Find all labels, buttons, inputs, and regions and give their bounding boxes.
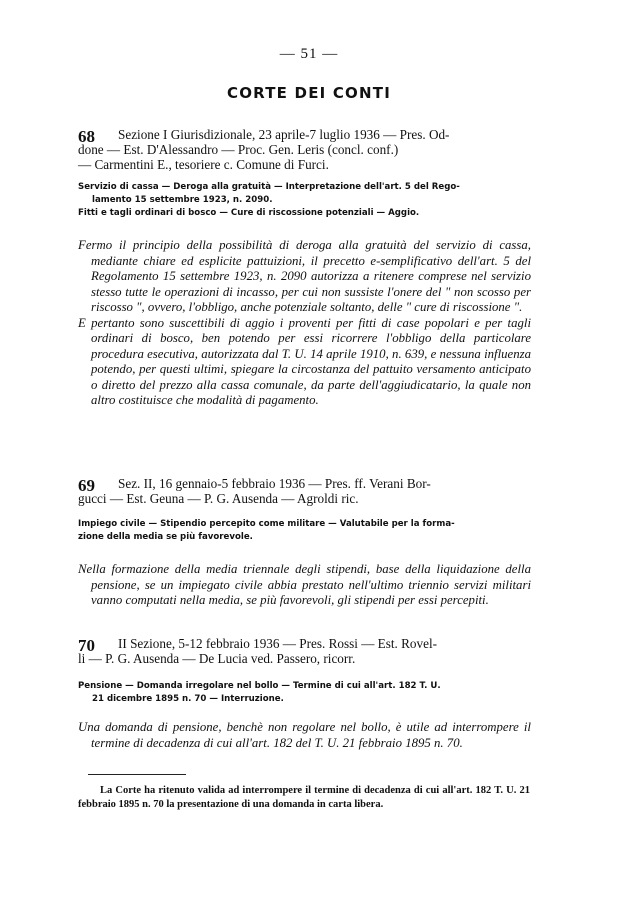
body-paragraph: Una domanda di pensione, benchè non regolare nel bollo, è utile ad interrompere il termine di decadenza di cui all'art. 182 del T. U. 21 febbraio 1895 n. 70. — [78, 720, 531, 750]
summary-line: Fitti e tagli ordinari di bosco — Cure di riscossione potenziali — Aggio. — [78, 208, 420, 218]
summary-line: Impiego civile — Stipendio percepito come militare — Valutabile per la forma- — [78, 519, 455, 529]
entry-number: 68 — [78, 127, 95, 146]
header-line: Sez. II, 16 gennaio-5 febbraio 1936 — Pres. ff. Verani Bor- — [118, 476, 431, 491]
entry-68-summary — [78, 181, 533, 220]
page-number: — 51 — — [279, 46, 339, 62]
header-line: Sezione I Giurisdizionale, 23 aprile-7 luglio 1936 — Pres. Od- — [118, 127, 450, 142]
entry-70-body — [78, 720, 531, 751]
footnote-text: La Corte ha ritenuto valida ad interrompere il termine di decadenza di cui all'art. 182 T. U. 21 febbraio 1895 n. 70 la presentazione di una domanda in carta libera. — [78, 785, 530, 810]
entry-68-body — [78, 238, 531, 409]
entry-70-summary — [78, 680, 533, 706]
body-paragraph: Fermo il principio della possibilità di deroga alla gratuità del servizio di cassa, mediante chiare ed esplicite pattuizioni, il precetto e-semplificativo dell'art. 5 del Regolamento 15 settembre 1923, n. 2090 autorizza a ritenere comprese nel servizio stesso tutte le operazioni di incasso, per cui non sussiste l'onere del " non scosso per riscosso ", ovvero, l'obbligo, anche potenziale soltanto, delle " cure di riscossione ". — [78, 238, 531, 314]
header-line: done — Est. D'Alessandro — Proc. Gen. Leris (concl. conf.) — [78, 142, 399, 157]
body-paragraph: E pertanto sono suscettibili di aggio i proventi per fitti di case popolari e per tagli ordinari di bosco, ben potendo per essi ricorrere l'obbligo della particolare procedura esecutiva, autorizzata dal T. U. 14 aprile 1910, n. 639, e nessuna influenza potendo, per questi ultimi, spiegare la circostanza del pattuito versamento anticipato o diretto del prezzo alla cassa comunale, da parte dell'aggiudicatario, la quale non altro costituisce che modalità di pagamento. — [78, 315, 531, 407]
footnote-divider — [88, 774, 186, 775]
summary-line: Servizio di cassa — Deroga alla gratuità — Interpretazione dell'art. 5 del Rego- — [78, 182, 460, 192]
footnote — [78, 784, 530, 812]
entry-number: 70 — [78, 636, 95, 655]
summary-line: 21 dicembre 1895 n. 70 — Interruzione. — [92, 694, 284, 704]
entry-69-heading — [78, 476, 528, 506]
entry-70-heading — [78, 636, 528, 666]
page-title: CORTE DEI CONTI — [227, 84, 391, 102]
header-line: gucci — Est. Geuna — P. G. Ausenda — Agroldi ric. — [78, 491, 359, 506]
header-line: — Carmentini E., tesoriere c. Comune di Furci. — [78, 157, 329, 172]
entry-number: 69 — [78, 476, 95, 495]
header-line: li — P. G. Ausenda — De Lucia ved. Passero, ricorr. — [78, 651, 356, 666]
summary-line: zione della media se più favorevole. — [78, 532, 253, 542]
summary-line: lamento 15 settembre 1923, n. 2090. — [92, 195, 273, 205]
entry-69-summary — [78, 518, 533, 544]
header-line: II Sezione, 5-12 febbraio 1936 — Pres. Rossi — Est. Rovel- — [118, 636, 438, 651]
body-paragraph: Nella formazione della media triennale degli stipendi, base della liquidazione della pensione, se un impiegato civile abbia prestato nell'ultimo triennio servizi militari vanno computati nella media, se più favorevoli, gli stipendi per essi percepiti. — [78, 562, 531, 607]
entry-69-body — [78, 562, 531, 609]
summary-line: Pensione — Domanda irregolare nel bollo — Termine di cui all'art. 182 T. U. — [78, 681, 441, 691]
entry-68-heading — [78, 127, 528, 172]
